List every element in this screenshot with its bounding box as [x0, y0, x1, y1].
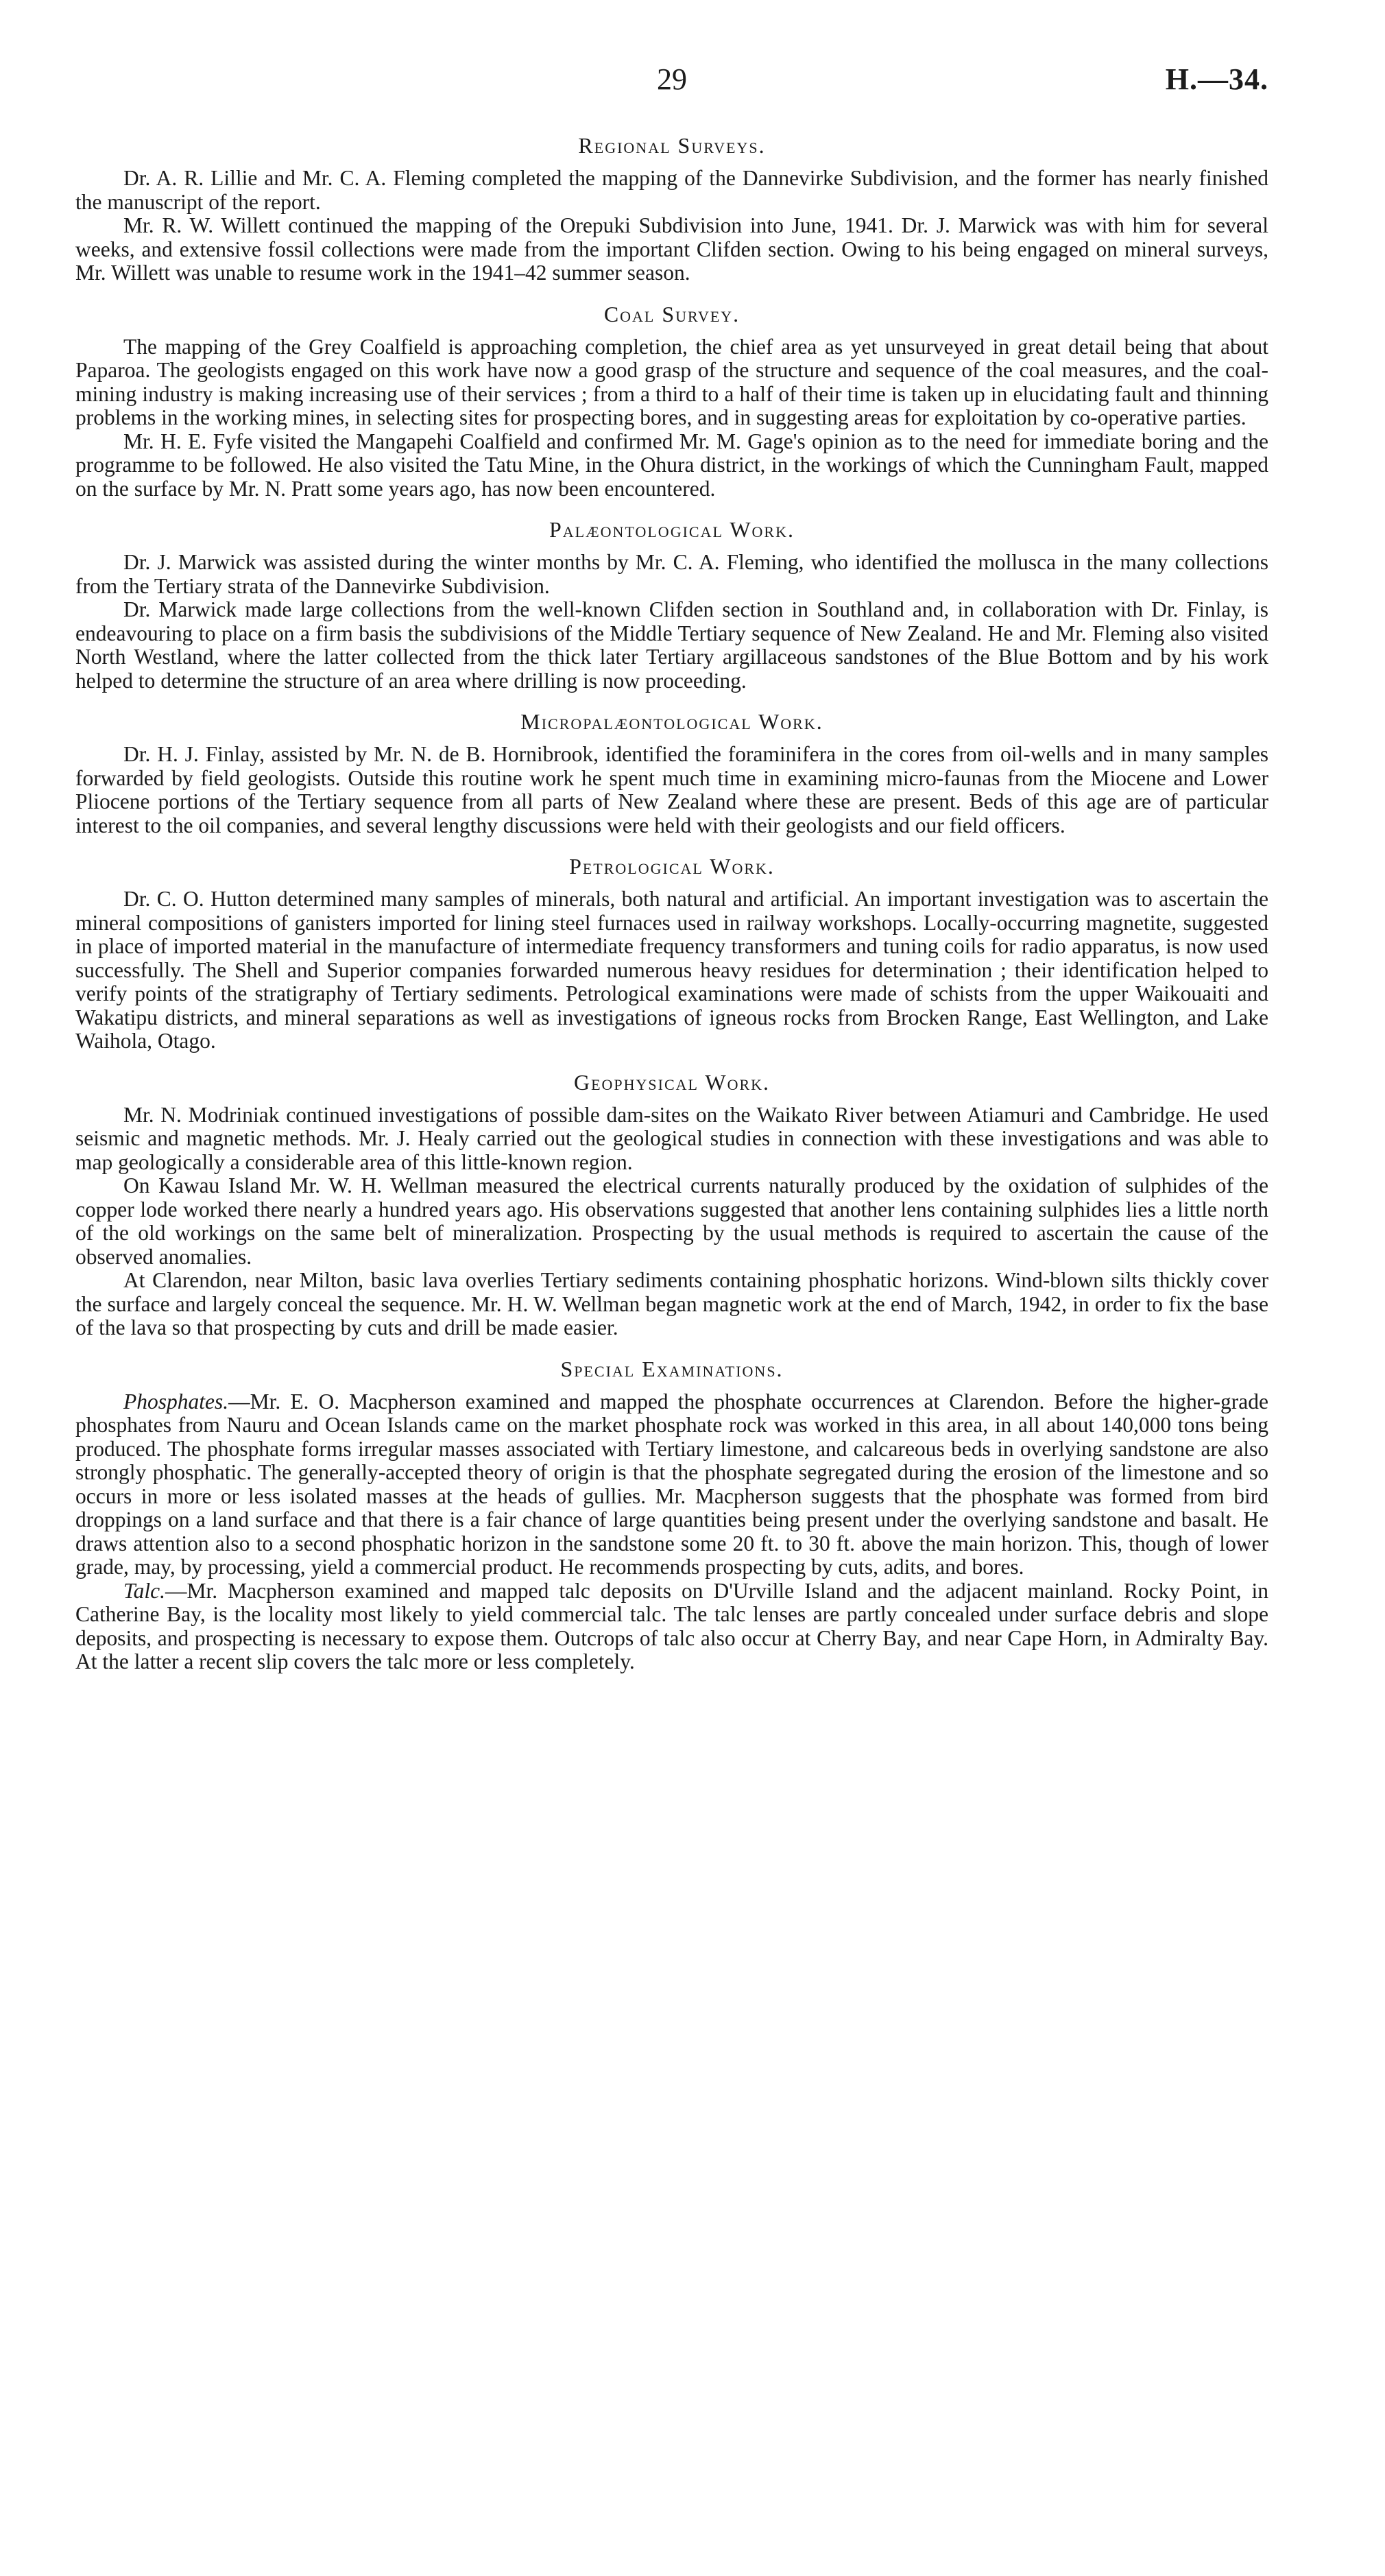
page-header — [75, 62, 1268, 117]
section — [75, 854, 1268, 1053]
section — [75, 1357, 1268, 1674]
paragraph — [75, 167, 1268, 214]
section-heading: Special Examinations. — [560, 1356, 784, 1381]
paragraph-text: The mapping of the Grey Coalfield is approaching completion, the chief area as yet unsurveyed in great detail being that about Paparoa. The geologists engaged on this work have now a good grasp of the structure and sequence of the coal measures, and the coal-mining industry is making increasing use of their services ; from a third to a half of their time is taken up in elucidating fault and thinning problems in the working mines, in selecting sites for prospecting bores, and in suggesting areas for exploitation by co-operative parties. — [75, 334, 1268, 429]
paragraph-lead-in: Phosphates. — [123, 1389, 229, 1414]
paragraph-text: Dr. A. R. Lillie and Mr. C. A. Fleming completed the mapping of the Dannevirke Subdivision, and the former has nearly finished the manuscript of the report. — [75, 166, 1268, 214]
sections-container — [75, 133, 1268, 1674]
paragraph — [75, 1579, 1268, 1674]
section — [75, 709, 1268, 837]
paragraph — [75, 743, 1268, 837]
section — [75, 517, 1268, 693]
paragraph — [75, 1104, 1268, 1175]
document-page — [75, 62, 1268, 1674]
paragraph-text: Dr. Marwick made large collections from the well-known Clifden section in Southland and, in collaboration with Dr. Finlay, is endeavouring to place on a firm basis the subdivisions of the Middle Tertiary sequence of New Zealand. He and Mr. Fleming also visited North Westland, where the latter collected from the thick later Tertiary argillaceous sandstones of the Blue Bottom and by his work helped to determine the structure of an area where drilling is now proceeding. — [75, 597, 1268, 693]
paragraph — [75, 551, 1268, 598]
paragraph — [75, 887, 1268, 1053]
paragraph — [75, 335, 1268, 430]
paragraph-lead-in: Talc. — [123, 1578, 165, 1603]
section — [75, 1070, 1268, 1340]
paragraph-text: Dr. C. O. Hutton determined many samples of minerals, both natural and artificial. An important investigation was to ascertain the mineral compositions of ganisters imported for lining steel furnaces used in railway workshops. Locally-occurring magnetite, suggested in place of imported material in the manufacture of intermediate frequency transformers and tuning coils for radio apparatus, is now used successfully. The Shell and Superior companies forwarded numerous heavy residues for determination ; their identification helped to verify points of the stratigraphy of Tertiary sediments. Petrological examinations were made of schists from the upper Waikouaiti and Wakatipu districts, and mineral separations as well as investigations of igneous rocks from Brocken Range, East Wellington, and Lake Waihola, Otago. — [75, 887, 1268, 1053]
paragraph-text: —Mr. E. O. Macpherson examined and mapped the phosphate occurrences at Clarendon. Before the higher-grade phosphates from Nauru and Ocean Islands came on the market phosphate rock was worked in this area, in all about 140,000 tons being produced. The phosphate forms irregular masses associated with Tertiary limestone, and calcareous beds in overlying sandstone are also strongly phosphatic. The generally-accepted theory of origin is that the phosphate segregated during the erosion of the limestone and so occurs in more or less isolated masses at the heads of gullies. Mr. Macpherson suggests that the phosphate was formed from bird droppings on a land surface and that there is a fair chance of large quantities being present under the overlying sandstone and basalt. He draws attention also to a second phosphatic horizon in the sandstone some 20 ft. to 30 ft. above the main horizon. This, though of lower grade, may, by processing, yield a commercial product. He recommends prospecting by cuts, adits, and bores. — [75, 1389, 1268, 1579]
paragraph-text: Dr. J. Marwick was assisted during the winter months by Mr. C. A. Fleming, who identified the mollusca in the many collections from the Tertiary strata of the Dannevirke Subdivision. — [75, 550, 1268, 598]
section — [75, 302, 1268, 501]
document-reference: H.—34. — [1165, 62, 1268, 96]
section-heading: Regional Surveys. — [578, 133, 766, 158]
section — [75, 133, 1268, 285]
paragraph-text: —Mr. Macpherson examined and mapped talc deposits on D'Urville Island and the adjacent mainland. Rocky Point, in Catherine Bay, is the locality most likely to yield commercial talc. The talc lenses are partly concealed under surface debris and slope deposits, and prospecting is necessary to expose them. Outcrops of talc also occur at Cherry Bay, and near Cape Horn, in Admiralty Bay. At the latter a recent slip covers the talc more or less completely. — [75, 1578, 1268, 1673]
paragraph-text: Mr. R. W. Willett continued the mapping of the Orepuki Subdivision into June, 1941. Dr. J. Marwick was with him for several weeks, and extensive fossil collections were made from the important Clifden section. Owing to his being engaged on mineral surveys, Mr. Willett was unable to resume work in the 1941–42 summer season. — [75, 213, 1268, 285]
section-heading: Geophysical Work. — [573, 1069, 771, 1095]
paragraph-text: At Clarendon, near Milton, basic lava overlies Tertiary sediments containing phosphatic horizons. Wind-blown silts thickly cover the surface and largely conceal the sequence. Mr. H. W. Wellman began magnetic work at the end of March, 1942, in order to fix the base of the lava so that prospecting by cuts and drill be made easier. — [75, 1268, 1268, 1339]
paragraph — [75, 1174, 1268, 1269]
paragraph-text: Mr. N. Modriniak continued investigations of possible dam-sites on the Waikato River between Atiamuri and Cambridge. He used seismic and magnetic methods. Mr. J. Healy carried out the geological studies in connection with these investigations and was able to map geologically a considerable area of this little-known region. — [75, 1102, 1268, 1174]
section-heading: Palæontological Work. — [549, 517, 795, 542]
page-number: 29 — [657, 62, 687, 96]
paragraph-text: On Kawau Island Mr. W. H. Wellman measured the electrical currents naturally produced by the oxidation of sulphides of the copper lode worked there nearly a hundred years ago. His observations suggested that another lens containing sulphides lies a little north of the old workings on the same belt of mineralization. Prospecting by the usual methods is required to ascertain the cause of the observed anomalies. — [75, 1173, 1268, 1269]
section-heading: Petrological Work. — [569, 854, 775, 879]
paragraph-text: Mr. H. E. Fyfe visited the Mangapehi Coalfield and confirmed Mr. M. Gage's opinion as to the need for immediate boring and the programme to be followed. He also visited the Tatu Mine, in the Ohura district, in the workings of which the Cunningham Fault, mapped on the surface by Mr. N. Pratt some years ago, has now been encountered. — [75, 429, 1268, 501]
paragraph — [75, 1390, 1268, 1579]
paragraph-text: Dr. H. J. Finlay, assisted by Mr. N. de B. Hornibrook, identified the foraminifera in the cores from oil-wells and in many samples forwarded by field geologists. Outside this routine work he spent much time in examining micro-faunas from the Miocene and Lower Pliocene portions of the Tertiary sequence from all parts of New Zealand where these are present. Beds of this age are of particular interest to the oil companies, and several lengthy discussions were held with their geologists and our field officers. — [75, 742, 1268, 837]
paragraph — [75, 598, 1268, 693]
paragraph — [75, 214, 1268, 285]
paragraph — [75, 430, 1268, 501]
section-heading: Micropalæontological Work. — [520, 709, 823, 734]
section-heading: Coal Survey. — [603, 301, 740, 326]
paragraph — [75, 1269, 1268, 1340]
